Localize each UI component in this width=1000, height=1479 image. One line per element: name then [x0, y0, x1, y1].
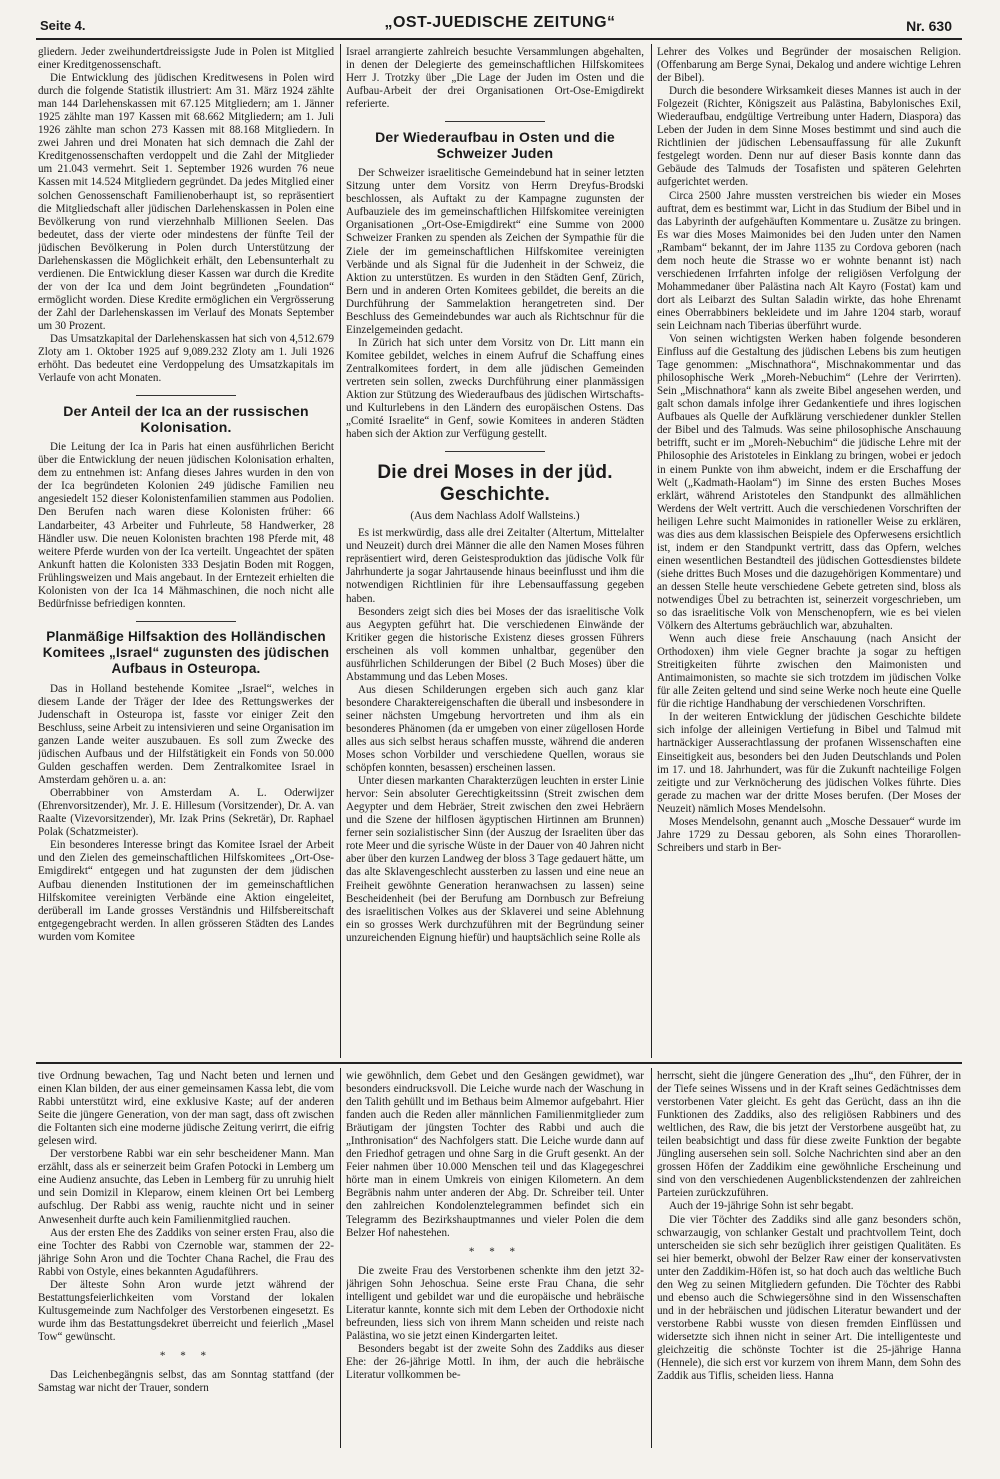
- headline-holland: Planmäßige Hilfsaktion des Holländischen Komitees „Israel“ zugunsten des jüdischen Aufbaus in Osteuropa.: [42, 628, 330, 676]
- column-3: [657, 46, 961, 1058]
- article-text: Aus diesen Schilderungen ergeben sich auch ganz klar besondere Charaktereigenschaften die überall und insbesondere in seiner nächsten Umgebung hervortreten und ihm als ein besonderes Phänomen (da er umgeben von einer zügellosen Horde alles aus sich selbst heraus schaffen musste, während die anderen Moses schon Vorbilder und verschiedene Quellen, woraus sie schöpfen konnten, besassen) erscheinen lassen.: [346, 683, 644, 775]
- column-rule-3: [340, 1068, 341, 1448]
- section-stars: * * *: [468, 1245, 522, 1258]
- article-text: Moses Mendelsohn, genannt auch „Mosche Dessauer“ wurde im Jahre 1729 zu Dessau geboren, als Sohn eines Thorarollen-Schreibers und starb in Ber-: [657, 815, 961, 854]
- article-text: Das Leichenbegängnis selbst, das am Sonntag stattfand (der Samstag war nicht der Trauer, sondern: [38, 1369, 334, 1395]
- divider: [346, 117, 644, 122]
- article-text: Das Umsatzkapital der Darlehenskassen hat sich von 4,512.679 Zloty am 1. Oktober 1925 auf 9,089.232 Zloty am 1. Juli 1926 erhöht. Das bedeutet eine Verdoppelung des Umsatzkapitals im Verlaufe von acht Monaten.: [38, 333, 334, 385]
- column-5: [346, 1070, 644, 1448]
- article-text: Das in Holland bestehende Komitee „Israel“, welches in diesem Lande der Träger der Idee des Rettungswerkes der Judenschaft in Osteuropa ist, fasste vor einiger Zeit den Beschluss, seine Arbeit zu intensivieren und seine Organisation im ganzen Lande weiter auszubauen. Es soll zum Zwecke des jüdischen Aufbaus und der Hilfstätigkeit ein Fonds von 50.000 Gulden geschaffen werden. Dem Zentralkomitee Israel in Amsterdam gehören u. a. an:: [38, 682, 334, 787]
- column-4: [38, 1070, 334, 1448]
- article-text: Ein besonderes Interesse bringt das Komitee Israel der Arbeit und den Zielen des gemeinschaftlichen Hilfskomitees „Ort-Ose-Emigdirekt“ entgegen und hat zugunsten der dem jüdischen Aufbau dienenden Institutionen der im gemeinschaftlichen Hilfskomitee vereinigten Verbände eine Aktion eingeleitet, derüberall im Lande grosses Verständnis und Hilfsbereitschaft entgegengebracht werden. In allen grösseren Städten des Landes wurden vom Komitee: [38, 839, 334, 943]
- headline-drei-moses: Die drei Moses in der jüd. Geschichte.: [377, 462, 613, 506]
- article-text: Die Leitung der Ica in Paris hat einen ausführlichen Bericht über die Entwicklung der neuen jüdischen Kolonisation erhalten, dem zu entnehmen ist: Anfang dieses Jahres wurden in den von der Ica begründeten Kolonien 249 jüdische Familien neu angesiedelt 152 dieser Kolonistenfamilien stammen aus Podolien. Den Berufen nach waren diese Kolonisten früher: 66 Landarbeiter, 43 Arbeiter und Fuhrleute, 58 Handwerker, 28 Händler usw. Die neuen Kolonisten brachten 198 Pferde mit, 48 weitere Pferde wurden von der Ica verteilt. Ungeachtet der späten Ankunft hatten die Kolonisten 333 Desjatin Boden mit Roggen, Frühlingsweizen und Mais angebaut. In der Erntezeit erhielten die Kolonisten von der Ica 14 Mähmaschinen, die noch nicht alle Bedürfnisse befriedigen konnten.: [38, 441, 334, 610]
- article-text: Circa 2500 Jahre mussten verstreichen bis wieder ein Moses auftrat, dem es bestimmt war, Licht in das Studium der Bibel und in das Labyrinth der aufgehäuften Kommentare u. Zusätze zu bringen. Es war dies Moses Maimonides bei den Juden unter den Namen „Rambam“ bekannt, der im Jahre 1135 zu Cordova geboren (nach dem noch heute die Strasse wo er wohnte benannt ist) nach verschiedenen Irrfahrten infolge der religiösen Verfolgung der Mohammedaner über Palästina nach Alt Kayro (Fostat) kam und dort als Leibarzt des Sultan Saladin wirkte, das hohe Ehrenamt eines Oberrabbiners bekleidete und im Jahre 1204 starb, worauf sein Leichnam nach Tiberias überführt wurde.: [657, 189, 961, 332]
- article-text: wie gewöhnlich, dem Gebet und den Gesängen gewidmet), war besonders eindrucksvoll. Die Leiche wurde nach der Waschung in den Talith gehüllt und im Bethaus beim Almemor aufgebahrt. Hier fanden auch die Reden aller männlichen Familienmitglieder zum Bräutigam der jüngsten Tochter des Rabbi und auch die „Inthronisation“ des Nachfolgers statt. Die Leiche wurde dann auf den Friedhof getragen und ohne Sarg in die Gruft gesenkt. An der Feier nahmen über 10.000 Menschen teil und das Klagegeschrei hörte man in einem Umkreis von einigen Kilometern. An dem Begräbnis nahm unter anderen der Abg. Dr. Schreiber teil. Unter den zahlreichen Kondolenztelegrammen befindet sich ein Telegramm des Bezirkshauptmannes und vieler Polen die dem Belzer Hof nahestehen.: [346, 1070, 644, 1239]
- article-text: Aus der ersten Ehe des Zaddiks von seiner ersten Frau, also die eine Tochter des Rabbi von Czernoble war, stammen der 22-jährige Sohn Aron und die Tochter Chana Rachel, die Frau des Rabbi von Ostyle, eines bekannten Agudaführers.: [38, 1226, 334, 1278]
- column-rule-2: [651, 44, 652, 1058]
- headline-ica: Der Anteil der Ica an der russischen Kolonisation.: [63, 403, 309, 436]
- article-text: Die Entwicklung des jüdischen Kreditwesens in Polen wird durch die folgende Statistik illustriert: Am 31. März 1924 zählte man 144 Darlehenskassen mit 67.125 Mitgliedern; am 1. Jänner 1925 zählte man 197 Kassen mit 68.662 Mitgliedern; am 1. Juli 1926 zählte man schon 273 Kassen mit 88.168 Mitgliedern. In zwei Jahren und drei Monaten hat sich demnach die Zahl der Kreditgenossenschaften verdoppelt und die Zahl der Mitglieder um 21.043 vermehrt. Seit 1. September 1926 wurden 76 neue Kassen mit 14.524 Mitgliedern gegründet. Da jedes Mitglied einer solchen Genossenschaft Familienoberhaupt ist, so repräsentiert die Mitgliedschaft aller jüdischen Darlehenskassen in Polen eine Bevölkerung von rund vierzehnhalb Millionen Seelen. Das bedeutet, dass der vierte oder mindestens der fünfte Teil der jüdischen Bevölkerung in Polen durch Unterstützung der Darlehenskassen die Möglichkeit erhält, den Lebensunterhalt zu verdienen. Die Entwicklung dieser Kassen war durch die Kredite der von der Ica und dem Joint begründeten „Foundation“ ermöglicht worden. Diese Kredite ermöglichen ein Vergrösserung der Zahl der Darlehenskassen im Verlauf des Monats September um 30 Prozent.: [38, 72, 334, 332]
- section-stars: * * *: [159, 1349, 213, 1362]
- article-text: In Zürich hat sich unter dem Vorsitz von Dr. Litt mann ein Komitee gebildet, welches in einem Aufruf die Schaffung eines Zentralkomitees fordert, in dem alle jüdischen Gemeinden vertreten sein sollen, zwecks Durchführung einer planmässigen Aktion zur Stützung des Wiederaufbaus des jüdischen Wirtschafts- und Kulturlebens in den Ländern des europäischen Ostens. Das „Comité Israelite“ in Genf, sowie Komitees in anderen Städten haben sich der Aktion zur Verfügung gestellt.: [346, 336, 644, 441]
- article-text: Besonders begabt ist der zweite Sohn des Zaddiks aus dieser Ehe: der 26-jährige Mottl. In ihm, der auch die hebräische Literatur vollkommen be-: [346, 1342, 644, 1382]
- column-rule-4: [651, 1068, 652, 1448]
- article-text: Von seinen wichtigsten Werken haben folgende besonderen Einfluss auf die Gestaltung des jüdischen Lebens bis zum heutigen Tage genommen: „Mischnathora“, Mischnakommentar und das philosophische Werk „Moreh-Nebuchim“ (Lehre der Verirrten). Sein „Mischnathora“ kann als zweite Bibel angesehen werden, und galt schon damals infolge ihrer Gedankentiefe und ihres logischen Aufbaues als Quelle der Aufklärung verschiedener dunkler Stellen der Bibel und des Talmuds. Was seine philosophische Anschauung betrifft, sucht er im „Moreh-Nebuchim“ die jüdische Lehre mit der Philosophie des Aristoteles in Einklang zu bringen, wobei er jedoch in einem Punkte von ihm abweicht, indem er die Erschaffung der Welt („Kadmath-Haolam“) im Sinne des ersten Buches Moses erklärt, während Aristoteles den Standpunkt des allmählichen Werdens der Welt vertritt. Auch die verschiedenen Vorschriften der heiligen Lehre sucht Maimonides in rationeller Weise zu erklären, was dies aus dem klassischen Beispiele des Opferwesens ersichtlich ist, indem er den Standpunkt vertritt, dass das Opfern, welches einen wesentlichen Bestandteil des jüdischen Gottesdienstes bildete (siehe drittes Buch Moses und die dazugehörigen Kommentare) und an dessen Stelle heute verschiedene Gebete getreten sind, bloss als notwendiges Übel zu betrachten ist, seinerzeit vorgeschrieben, um so das israelitische Volk von Menschenopfern, wie es bei vielen Völkern des Altertums gebräuchlich war, abzuhalten.: [657, 333, 961, 633]
- article-text: Lehrer des Volkes und Begründer der mosaischen Religion. (Offenbarung am Berge Synai, Dekalog und andere wichtige Lehren der Bibel).: [657, 46, 961, 85]
- column-6: [657, 1070, 961, 1448]
- divider: [38, 391, 334, 396]
- header-rule: [36, 38, 962, 40]
- column-2: [346, 46, 644, 1058]
- article-text: Unter diesen markanten Charakterzügen leuchten in erster Linie hervor: Sein absoluter Gerechtigkeitssinn (Streit zwischen dem Aegypter und dem Hebräer, Streit zwischen den zwei Hebräern und die Szene der hilflosen ägyptischen Hirtinnen am Brunnen) ferner sein sozialistischer Sinn (der Auszug der Israeliten über das rote Meer und die syrische Wüste in der Dauer von 40 Jahren nicht aber über den kurzen Landweg der bloss 3 Tage gedauert hätte, um das alte Sklavengeschlecht aussterben zu lassen und eine neue an Freiheit gewöhnte Generation heranwachsen zu lassen) seine Bescheidenheit (bei der Berufung am Dornbusch zur Befreiung des israelitischen Volkes aus der Sklaverei und seine Ablehnung ein so grosses Werk durchzuführen mit der Begründung seiner unzureichenden Eignung hiefür) und hauptsächlich seine Rolle als: [346, 775, 644, 944]
- article-text: In der weiteren Entwicklung der jüdischen Geschichte bildete sich infolge der alleinigen Vertiefung in Bibel und Talmud mit hartnäckiger Ausserachtlassung der profanen Wissenschaften eine Einseitigkeit aus, besonders bei den Juden Deutschlands und Polen im 17. und 18. Jahrhundert, was für die Zukunft nachteilige Folgen zeitigte und zur Verknöcherung des jüdischen Volkes führte. Dies gerade zu machen war der dritte Moses berufen. (Der Moses der Neuzeit) nämlich Moses Mendelsohn.: [657, 711, 961, 815]
- article-text: Besonders zeigt sich dies bei Moses der das israelitische Volk aus Aegypten geführt hat. Die verschiedenen Einwände der Kritiker gegen die historische Existenz dieses grossen Führers erscheinen als voll kommen unhaltbar, gegenüber den ausführlichen Schilderungen der Bibel (2 Buch Moses) über die Abstammung und das Leben Moses.: [346, 605, 644, 683]
- article-text: Der verstorbene Rabbi war ein sehr bescheidener Mann. Man erzählt, dass als er seinerzeit beim Grafen Potocki in Lemberg um eine Audienz ansuchte, das Leben in Lemberg für zu unruhig hielt und sein Domizil in Kleparow, einem kleinen Ort bei Lemberg aufschlug. Der Rabbi ass wenig, rauchte nicht und in seiner Anwesenheit durfte auch kein Familienmitglied rauchen.: [38, 1148, 334, 1226]
- masthead-title: „OST-JUEDISCHE ZEITUNG“: [384, 14, 616, 31]
- article-text: Es ist merkwürdig, dass alle drei Zeitalter (Altertum, Mittelalter und Neuzeit) durch drei Männer die alle den Namen Moses führen repräsentiert wird, deren Geistesproduktion das jüdische Volk für Jahrhunderte ja sogar Jahrtausende hinaus beeinflusst und ihm die notwendigen Richtlinien für ihre Lebensauffassung gegeben haben.: [346, 527, 644, 605]
- byline: (Aus dem Nachlass Adolf Wallsteins.): [410, 510, 580, 523]
- article-text: Wenn auch diese freie Anschauung (nach Ansicht der Orthodoxen) ihm viele Gegner brachte ja sogar zu heftigen Streitigkeiten führte zwischen den Maimonisten und Antimaimonisten, so machte sie sich trotzdem im jüdischen Volke für alle Zeiten geltend und sind seine Werke noch heute eine Quelle für die richtige Handhabung der verschiedenen Vorschriften.: [657, 633, 961, 711]
- article-text: Israel arrangierte zahlreich besuchte Versammlungen abgehalten, in denen der Delegierte des gemeinschaftlichen Hilfskomitees Herr J. Trotzky über „Die Lage der Juden im Osten und die Aufbau-Arbeit der drei Organisationen Ort-Ose-Emigdirekt referierte.: [346, 46, 644, 111]
- article-text: Oberrabbiner von Amsterdam A. L. Oderwijzer (Ehrenvorsitzender), Mr. J. E. Hillesum (Vorsitzender), Dr. A. van Raalte (Vizevorsitzender), Mr. Izak Prins (Sekretär), Dr. Raphael Polak (Schatzmeister).: [38, 787, 334, 839]
- article-text: tive Ordnung bewachen, Tag und Nacht beten und lernen und einen Klan bilden, der aus einer gemeinsamen Kassa lebt, die vom Rabbi unterstützt wird, eine exklusive Kaste; auf der anderen Seite die jüngere Generation, von der man sagt, dass oft zwischen die Foltanten sich eine moderne jüdische Zeitung verirrt, die eifrig gelesen wird.: [38, 1070, 334, 1148]
- article-text: Die zweite Frau des Verstorbenen schenkte ihm den jetzt 32-jährigen Sohn Jehoschua. Seine erste Frau Chana, die sehr intelligent und gebildet war und die europäische und hebräische Literatur kannte, konnte sich mit dem Leben der Orthodoxie nicht befreunden, liess sich von ihrem Mann scheiden und reiste nach Palästina, wo sie jetzt einen Kindergarten leitet.: [346, 1264, 644, 1342]
- divider: [38, 617, 334, 622]
- article-text: Der älteste Sohn Aron wurde jetzt während der Bestattungsfeierlichkeiten vom Vorstand der lokalen Kultusgemeinde zum Nachfolger des Verstorbenen eingesetzt. Es wurde ihm das Bestattungsdekret überreicht und feierlich „Masel Tow“ gewünscht.: [38, 1278, 334, 1343]
- section-divider: [36, 1062, 962, 1064]
- article-text: Die vier Töchter des Zaddiks sind alle ganz besonders schön, schwarzaugig, von schlanker Gestalt und prachtvollem Teint, doch unterscheiden sie sich sehr bezüglich ihrer geistigen Qualitäten. Es sei hier bemerkt, obwohl der Belzer Raw einer der konservativsten unter den Zaddikim-Höfen ist, so hat doch auch das weltliche Buch den Weg zu seinen Mitgliedern gefunden. Die Töchter des Rabbi und ebenso auch die Schwiegersöhne sind in den Wissenschaften und in der hebräischen und jüdischen Literatur bewandert und der verstorbene Rabbi wusste von diesen fremden Einflüssen und widersetzte sich ihnen nicht in seiner Art. Die intelligenteste und gleichzeitig die schönste Tochter ist die 25-jährige Hanna (Hennele), die sich erst vor kurzem von ihrem Mann, dem Sohn des Zaddik aus Tiflis, scheiden liess. Hanna: [657, 1213, 961, 1383]
- article-text: Der Schweizer israelitische Gemeindebund hat in seiner letzten Sitzung unter dem Vorsitz von Herrn Dreyfus-Brodski beschlossen, als Auftakt zu der Kampagne zugunsten der Aufbauziele des im gemeinschaftlichen Hilfskomitee vereinigten Organisationen „Ort-Ose-Emigdirekt“ eine Summe von 2000 Schweizer Franken zu spenden als Zeichen der Sympathie für die Ziele der im gemeinschaftlichen Hilfskomitee vereinigten Verbände und als Signal für die Judenheit in der Schweiz, die Aktion zu unterstützen. Es wurden in den Städten Genf, Zürich, Bern und in anderen Orten Komitees gebildet, die bereits an die Durchführung der Sammelaktion herangetreten sind. Der Beschluss des Gemeindebundes war auch als Richtschnur für die Einzelgemeinden gedacht.: [346, 167, 644, 336]
- article-text: Auch der 19-jährige Sohn ist sehr begabt.: [669, 1200, 854, 1213]
- article-text: Durch die besondere Wirksamkeit dieses Mannes ist auch in der Folgezeit (Richter, Königszeit aus Palästina, Babylonisches Exil, Wiederaufbau, endgültige Vertreibung unter Hadern, Diaspora) das Leben der Juden in dem Sinne Moses bestimmt und sind auch die Richtlinien der jüdischen Lebensauffassung für alle Zukunft festgelegt worden. Denn nur auf dieser Basis konnte dann das Gebäude des Talmuds der Tosafisten und späteren Gelehrten aufgerichtet werden.: [657, 85, 961, 189]
- page-number: Seite 4.: [40, 18, 86, 33]
- article-text: gliedern. Jeder zweihundertdreissigste Jude in Polen ist Mitglied einer Kreditgenossenschaft.: [38, 46, 334, 72]
- article-text: herrscht, sieht die jüngere Generation des „Ihu“, den Führer, der in der Tiefe seines Wissens und in der Kraft seines Gedächtnisses dem verstorbenen Vater gleicht. Es geht das Gerücht, dass an ihn die Funktionen des Zaddiks, also des religiösen Rabbiners und des weltlichen, des Raw, die bis jetzt der Verstorbene ausgeübt hat, zu teilen beabsichtigt und dass für diese zweite Funktion der begabte Jüngling ausersehen sein soll. Solche Nachrichten sind aber an den grossen Höfen der Zaddikim eine gewöhnliche Erscheinung und sind von den verschiedenen Augenblickstendenzen der zahlreichen Parteien zurückzuführen.: [657, 1070, 961, 1200]
- divider: [346, 447, 644, 452]
- headline-schweiz: Der Wiederaufbau in Osten und die Schweizer Juden: [375, 129, 615, 162]
- column-rule-1: [340, 44, 341, 1058]
- issue-number: Nr. 630: [906, 18, 952, 34]
- column-1: [38, 46, 334, 1058]
